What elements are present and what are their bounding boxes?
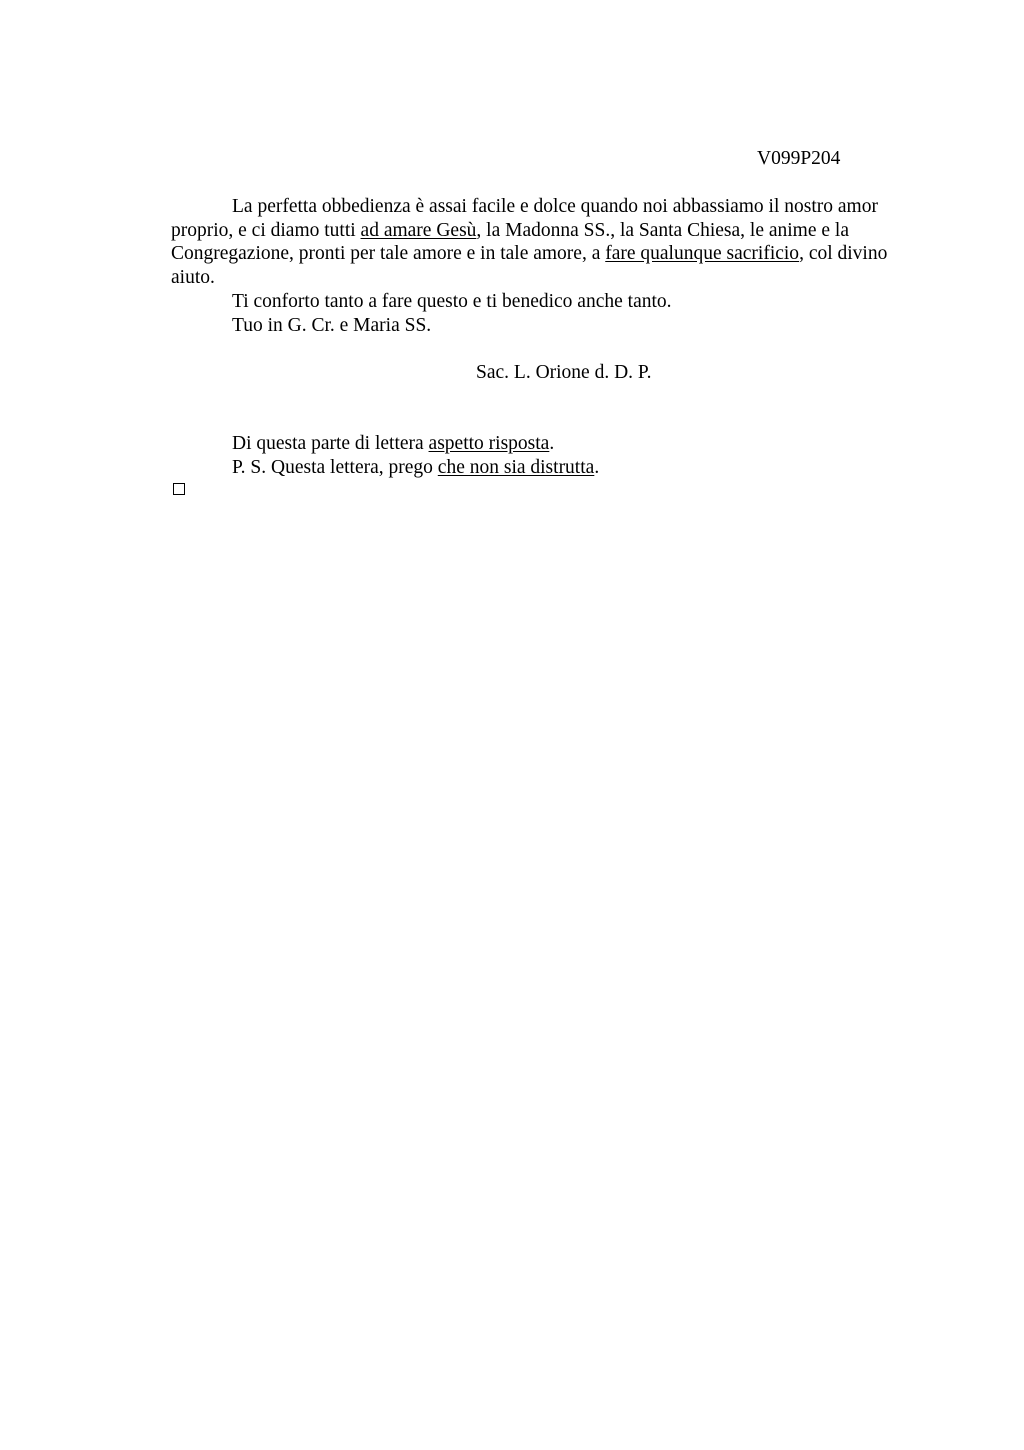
underlined-phrase-ad-amare-gesu: ad amare Gesù [360, 219, 477, 241]
comfort-line: Ti conforto tanto a fare questo e ti benedico anche tanto. [232, 290, 672, 312]
paragraph-obedience [171, 195, 931, 290]
paragraph-text-2: , la Madonna SS., la Santa Chiesa, le anime e la Congregazione, pronti per tale amore e in tale amore, a [171, 219, 849, 265]
empty-box-icon [173, 483, 185, 495]
closing-line: Tuo in G. Cr. e Maria SS. [232, 314, 432, 336]
letter-body [171, 195, 931, 337]
underlined-phrase-aspetto-risposta: aspetto risposta [428, 433, 550, 454]
ps1-text-2: . [549, 433, 555, 454]
ps1-text-1: Di questa parte di lettera [232, 433, 429, 454]
document-reference: V099P204 [757, 148, 841, 169]
ps2-text-2: . [594, 456, 600, 478]
postscript-line-1 [171, 432, 931, 456]
underlined-phrase-fare-qualunque-sacrificio: fare qualunque sacrificio [605, 243, 800, 265]
ps2-text-1: P. S. Questa lettera, prego [232, 456, 438, 478]
paragraph-text-1: La perfetta obbedienza è assai facile e dolce quando noi abbassiamo il nostro amor proprio, e ci diamo tutti [171, 196, 878, 241]
postscript-line-2 [171, 456, 931, 480]
paragraph-text-3: , col divino aiuto. [171, 243, 888, 289]
underlined-phrase-che-non-sia-distrutta: che non sia distrutta [437, 456, 595, 478]
postscript-block [171, 432, 931, 479]
signature: Sac. L. Orione d. D. P. [476, 362, 652, 383]
